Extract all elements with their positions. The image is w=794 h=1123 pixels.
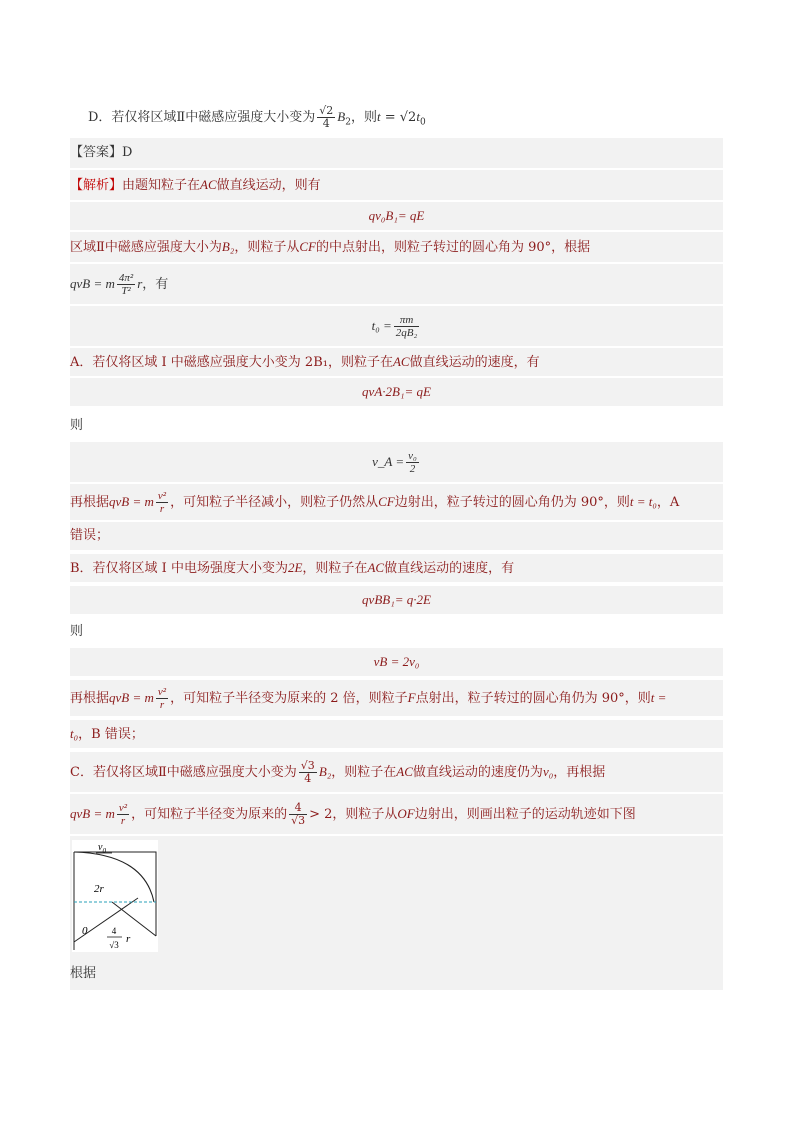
option-a-wrong: 错误； (70, 522, 723, 550)
option-d: D．若仅将区域Ⅱ中磁感应强度大小变为 $\frac{√2}{4}$ $B_2$，则$t = √2t_0$ (88, 103, 426, 130)
ze-2: 则 (70, 624, 84, 639)
r-label: r (126, 933, 131, 945)
option-d-fraction: $\frac{√2}{4}$ (319, 103, 334, 130)
analysis-line-2: 区域Ⅱ中磁感应强度大小为B₂，则粒子从CF的中点射出，则粒子转过的圆心角为 90°，根据 (70, 232, 723, 262)
answer-row (70, 138, 723, 168)
analysis-label: 【解析】 (70, 178, 123, 193)
fraction-numerator: 4 (111, 926, 117, 936)
equation-5: v_A = $\frac{\text{v₀}}{2}$ (70, 442, 723, 482)
option-b-analysis: B．若仅将区域 I 中电场强度大小变为2E，则粒子在AC做直线运动的速度，有 (70, 554, 723, 582)
origin-label: 0 (82, 925, 88, 937)
equation-1: qv₀B₁= qE (70, 202, 723, 230)
option-b-wrong: t₀，B 错误； (70, 720, 723, 748)
option-d-prefix: D．若仅将区域Ⅱ中磁感应强度大小变为 (88, 110, 316, 125)
r2-label: 2r (94, 883, 104, 895)
figure-band (70, 836, 723, 958)
equation-6: qvBB₁= q·2E (70, 586, 723, 614)
equation-4: qvA·2B₁= qE (70, 378, 723, 406)
option-b-conclusion: 再根据qvB = m $\frac{\text{v²}}{r}$ ，可知粒子半径变为原来的 2 倍，则粒子F点射出，粒子转过的圆心角仍为 90°，则t = (70, 680, 723, 716)
option-c-analysis: C．若仅将区域Ⅱ中磁感应强度大小变为 $\frac{√3}{4}$ B₂，则粒子在AC做直线运动的速度仍为v₀，再根据 (70, 752, 723, 792)
option-a-analysis: A．若仅将区域 I 中磁感应强度大小变为 2B₁，则粒子在AC做直线运动的速度，有 (70, 348, 723, 376)
v0-label: $v_0$ (98, 842, 106, 855)
analysis-intro: 【解析】由题知粒子在AC做直线运动，则有 (70, 170, 723, 200)
genju-line: 根据 (70, 958, 723, 990)
fraction-denominator: √3 (109, 940, 119, 950)
equation-2: qvB = m $\frac{\text{4π²}}{\text{T²}}$ r，有 (70, 264, 723, 304)
option-a-conclusion: 再根据qvB = m $\frac{\text{v²}}{r}$ ，可知粒子半径减小，则粒子仍然从CF边射出，粒子转过的圆心角仍为 90°，则t = t₀，A (70, 484, 723, 520)
option-c-conclusion: qvB = m $\frac{\text{v²}}{r}$ ，可知粒子半径变为原来的 $\frac{4}{√3}$ > 2，则粒子从OF边射出，则画出粒子的运动轨迹如下图 (70, 794, 723, 834)
equation-3: t₀ = $\frac{\pi m}{\text{2qB₂}}$ (70, 306, 723, 346)
equation-7: vB = 2v₀ (70, 648, 723, 676)
ze-1: 则 (70, 418, 84, 433)
answer-value: D (122, 145, 133, 160)
trajectory-figure (72, 840, 158, 952)
answer-label: 【答案】 (70, 145, 123, 160)
